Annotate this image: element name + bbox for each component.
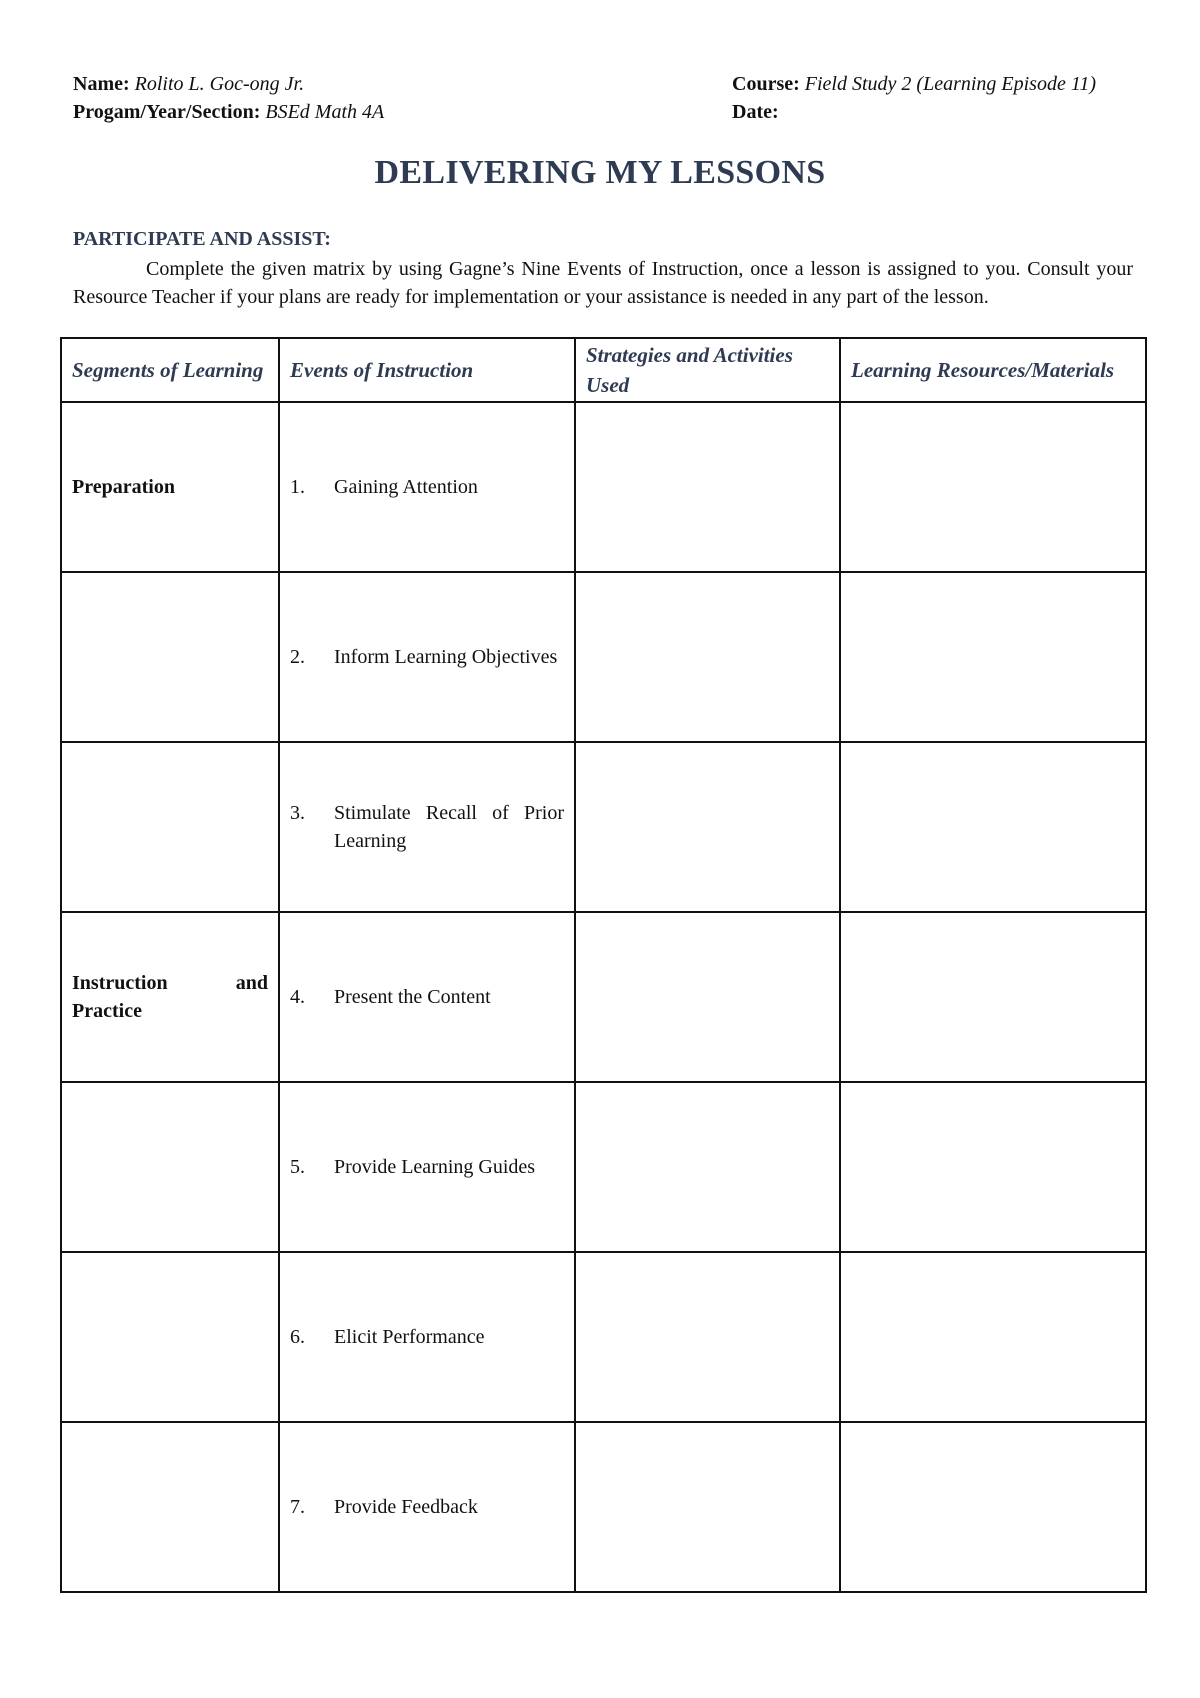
event-cell: [279, 402, 575, 572]
table-row: [61, 1252, 1146, 1422]
table-row: [61, 912, 1146, 1082]
segment-cell: [61, 1082, 279, 1252]
event-number: 5.: [290, 1156, 305, 1178]
document-header: [73, 70, 1133, 126]
event-cell: [279, 912, 575, 1082]
program-field: [73, 98, 384, 126]
strategies-cell[interactable]: [575, 1422, 840, 1592]
strategies-cell[interactable]: [575, 1252, 840, 1422]
event-label: Elicit Performance: [334, 1326, 485, 1348]
table-header-row: [61, 338, 1146, 402]
resources-cell[interactable]: [840, 1422, 1146, 1592]
event-label: Provide Feedback: [334, 1496, 478, 1518]
program-value: BSEd Math 4A: [265, 101, 385, 123]
resources-cell[interactable]: [840, 1252, 1146, 1422]
table-row: [61, 402, 1146, 572]
resources-cell[interactable]: [840, 742, 1146, 912]
event-number: 4.: [290, 986, 305, 1008]
strategies-cell[interactable]: [575, 742, 840, 912]
strategies-cell[interactable]: [575, 1082, 840, 1252]
event-label: Stimulate Recall of Prior Learning: [334, 802, 564, 852]
table-row: [61, 1422, 1146, 1592]
event-label: Present the Content: [334, 986, 491, 1008]
event-label: Inform Learning Objectives: [334, 646, 558, 668]
segment-cell: [61, 572, 279, 742]
header-events: Events of Instruction: [279, 338, 575, 402]
event-number: 1.: [290, 476, 305, 498]
header-segments: Segments of Learning: [61, 338, 279, 402]
section-heading: PARTICIPATE AND ASSIST:: [73, 228, 331, 250]
name-field: [73, 70, 304, 98]
table-row: [61, 1082, 1146, 1252]
event-cell: [279, 1422, 575, 1592]
strategies-cell[interactable]: [575, 402, 840, 572]
event-number: 7.: [290, 1496, 305, 1518]
strategies-cell[interactable]: [575, 572, 840, 742]
program-label: Progam/Year/Section:: [73, 101, 261, 123]
event-label: Gaining Attention: [334, 476, 478, 498]
table-row: [61, 742, 1146, 912]
strategies-cell[interactable]: [575, 912, 840, 1082]
segment-cell: [61, 1252, 279, 1422]
instructions-paragraph: Complete the given matrix by using Gagne’s Nine Events of Instruction, once a lesson is assigned to you. Consult your Resource Teacher if your plans are ready for implementation or your assistance is needed in any part of the lesson.: [73, 258, 1133, 308]
event-label: Provide Learning Guides: [334, 1156, 536, 1178]
date-field: [732, 98, 779, 126]
name-value: Rolito L. Goc-ong Jr.: [134, 73, 305, 95]
header-strategies: Strategies and Activities Used: [575, 338, 840, 402]
segment-cell: Instruction and Practice: [61, 912, 279, 1082]
resources-cell[interactable]: [840, 1082, 1146, 1252]
event-number: 3.: [290, 802, 305, 824]
segment-cell: [61, 742, 279, 912]
event-number: 6.: [290, 1326, 305, 1348]
name-label: Name:: [73, 73, 130, 95]
resources-cell[interactable]: [840, 572, 1146, 742]
resources-cell[interactable]: [840, 912, 1146, 1082]
lesson-matrix-table: [60, 337, 1147, 1593]
event-cell: [279, 572, 575, 742]
table-row: [61, 572, 1146, 742]
page-title: DELIVERING MY LESSONS: [374, 154, 826, 191]
segment-cell: [61, 1422, 279, 1592]
event-cell: [279, 742, 575, 912]
event-cell: [279, 1082, 575, 1252]
event-cell: [279, 1252, 575, 1422]
course-field: [732, 70, 1096, 98]
header-row-2: [73, 98, 1133, 126]
header-row-1: [73, 70, 1133, 98]
course-value: Field Study 2 (Learning Episode 11): [804, 73, 1097, 95]
event-number: 2.: [290, 646, 305, 668]
course-label: Course:: [732, 73, 800, 95]
date-label: Date:: [732, 101, 779, 123]
header-resources: Learning Resources/Materials: [840, 338, 1146, 402]
segment-cell: Preparation: [61, 402, 279, 572]
resources-cell[interactable]: [840, 402, 1146, 572]
